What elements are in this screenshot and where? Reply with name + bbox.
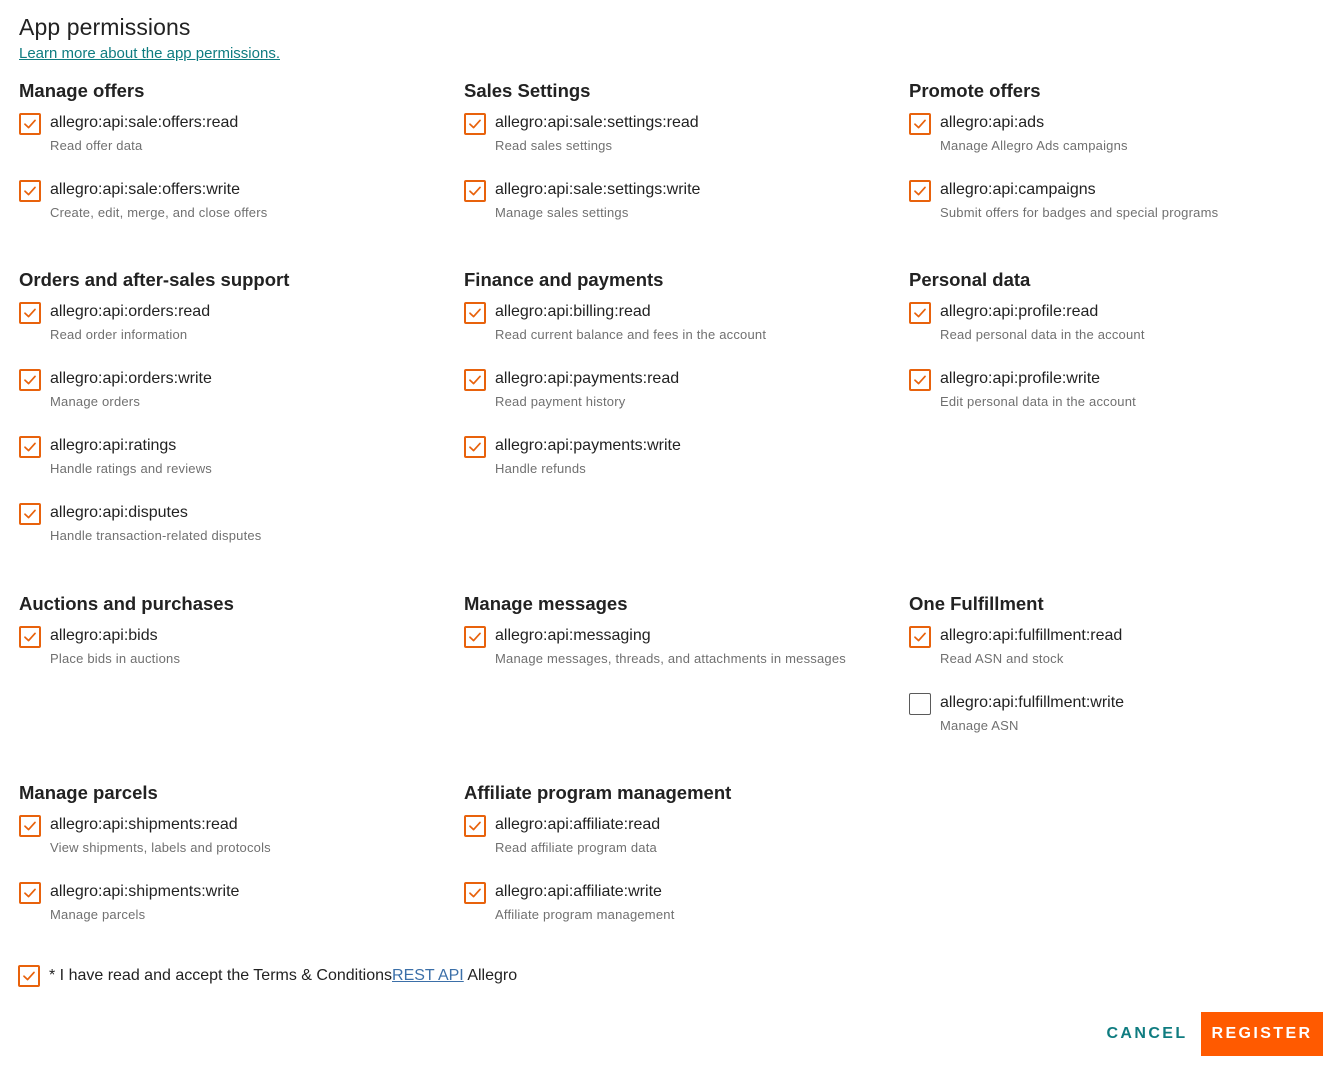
- checkmark-icon: [23, 886, 37, 900]
- permission-item: [19, 302, 449, 369]
- permission-description: Edit personal data in the account: [940, 394, 1136, 409]
- permission-checkbox[interactable]: [909, 302, 931, 324]
- permission-description: Read personal data in the account: [940, 327, 1145, 342]
- permission-name: allegro:api:affiliate:read: [495, 816, 661, 833]
- permission-item: [464, 815, 894, 882]
- permission-description: Handle transaction-related disputes: [50, 528, 262, 543]
- permission-description: View shipments, labels and protocols: [50, 840, 271, 855]
- checkmark-icon: [23, 117, 37, 131]
- permission-description: Read offer data: [50, 138, 143, 153]
- permission-item: [909, 626, 1323, 693]
- section-promote-offers: [909, 80, 1323, 247]
- permission-item: [19, 503, 449, 570]
- permission-name: allegro:api:shipments:write: [50, 883, 240, 900]
- permission-name: allegro:api:billing:read: [495, 303, 651, 320]
- permission-name: allegro:api:sale:offers:write: [50, 181, 241, 198]
- section-title: Personal data: [909, 269, 1031, 290]
- section-title: Auctions and purchases: [19, 593, 234, 614]
- checkmark-icon: [913, 184, 927, 198]
- checkmark-icon: [468, 440, 482, 454]
- permission-item: [909, 693, 1323, 760]
- permission-name: allegro:api:ads: [940, 114, 1045, 131]
- checkmark-icon: [468, 306, 482, 320]
- terms-suffix: Allegro: [463, 967, 518, 984]
- checkmark-icon: [468, 819, 482, 833]
- permission-name: allegro:api:sale:offers:read: [50, 114, 239, 131]
- checkmark-icon: [913, 630, 927, 644]
- section-title: Orders and after-sales support: [19, 269, 290, 290]
- checkmark-icon: [468, 886, 482, 900]
- permission-checkbox[interactable]: [464, 815, 486, 837]
- permission-name: allegro:api:orders:read: [50, 303, 211, 320]
- section-title: Affiliate program management: [464, 782, 732, 803]
- permission-item: [464, 180, 894, 247]
- permission-checkbox[interactable]: [909, 693, 931, 715]
- permission-description: Place bids in auctions: [50, 651, 181, 666]
- permission-description: Read sales settings: [495, 138, 613, 153]
- permission-checkbox[interactable]: [464, 113, 486, 135]
- permission-name: allegro:api:payments:write: [495, 437, 681, 454]
- learn-more-link[interactable]: Learn more about the app permissions.: [19, 45, 280, 62]
- cancel-button[interactable]: CANCEL: [1097, 1012, 1197, 1056]
- permission-description: Read payment history: [495, 394, 626, 409]
- permission-name: allegro:api:bids: [50, 627, 158, 644]
- permission-name: allegro:api:shipments:read: [50, 816, 238, 833]
- section-sales-settings: [464, 80, 894, 247]
- register-button[interactable]: REGISTER: [1201, 1012, 1323, 1056]
- permission-item: [19, 626, 449, 693]
- permission-item: [909, 180, 1323, 247]
- permission-checkbox[interactable]: [19, 815, 41, 837]
- permission-checkbox[interactable]: [464, 626, 486, 648]
- permission-name: allegro:api:sale:settings:read: [495, 114, 699, 131]
- permission-name: allegro:api:sale:settings:write: [495, 181, 701, 198]
- permission-item: [464, 369, 894, 436]
- permission-item: [19, 815, 449, 882]
- permission-description: Read ASN and stock: [940, 651, 1064, 666]
- section-title: Manage parcels: [19, 782, 158, 803]
- permission-checkbox[interactable]: [19, 882, 41, 904]
- permission-checkbox[interactable]: [19, 626, 41, 648]
- permission-name: allegro:api:messaging: [495, 627, 651, 644]
- permission-name: allegro:api:profile:read: [940, 303, 1099, 320]
- section-title: Manage offers: [19, 80, 145, 101]
- permission-checkbox[interactable]: [464, 180, 486, 202]
- permission-checkbox[interactable]: [909, 369, 931, 391]
- permission-item: [19, 882, 449, 949]
- checkmark-icon: [468, 117, 482, 131]
- checkmark-icon: [468, 184, 482, 198]
- permission-item: [909, 302, 1323, 369]
- permission-description: Handle refunds: [495, 461, 586, 476]
- permission-name: allegro:api:ratings: [50, 437, 177, 454]
- permission-description: Create, edit, merge, and close offers: [50, 205, 268, 220]
- checkmark-icon: [913, 373, 927, 387]
- permission-description: Affiliate program management: [495, 907, 675, 922]
- permission-item: [909, 113, 1323, 180]
- permission-checkbox[interactable]: [19, 503, 41, 525]
- permission-description: Manage parcels: [50, 907, 146, 922]
- permission-checkbox[interactable]: [909, 180, 931, 202]
- permission-description: Manage orders: [50, 394, 141, 409]
- checkmark-icon: [913, 117, 927, 131]
- permission-name: allegro:api:campaigns: [940, 181, 1096, 198]
- permission-name: allegro:api:fulfillment:read: [940, 627, 1123, 644]
- section-title: Finance and payments: [464, 269, 664, 290]
- section-affiliate: [464, 782, 894, 949]
- permission-item: [19, 180, 449, 247]
- permission-checkbox[interactable]: [464, 882, 486, 904]
- permission-checkbox[interactable]: [19, 369, 41, 391]
- permission-name: allegro:api:profile:write: [940, 370, 1101, 387]
- permission-description: Manage messages, threads, and attachments in messages: [495, 651, 846, 666]
- permission-name: allegro:api:disputes: [50, 504, 188, 521]
- section-manage-offers: [19, 80, 449, 247]
- checkmark-icon: [23, 184, 37, 198]
- checkmark-icon: [22, 969, 36, 983]
- section-title: Sales Settings: [464, 80, 591, 101]
- permission-description: Read order information: [50, 327, 188, 342]
- permission-checkbox[interactable]: [464, 436, 486, 458]
- permission-item: [464, 882, 894, 949]
- permission-checkbox[interactable]: [19, 180, 41, 202]
- checkmark-icon: [23, 440, 37, 454]
- section-finance: [464, 269, 894, 503]
- permission-checkbox[interactable]: [909, 626, 931, 648]
- checkmark-icon: [468, 373, 482, 387]
- section-title: Promote offers: [909, 80, 1041, 101]
- permission-name: allegro:api:orders:write: [50, 370, 212, 387]
- permission-name: allegro:api:payments:read: [495, 370, 680, 387]
- section-auctions: [19, 593, 449, 693]
- permission-checkbox[interactable]: [19, 302, 41, 324]
- permission-description: Read affiliate program data: [495, 840, 657, 855]
- checkmark-icon: [23, 306, 37, 320]
- section-messages: [464, 593, 894, 693]
- permission-item: [464, 626, 894, 693]
- permission-item: [464, 113, 894, 180]
- section-title: One Fulfillment: [909, 593, 1044, 614]
- section-orders: [19, 269, 449, 570]
- section-one-fulfillment: [909, 593, 1323, 760]
- checkmark-icon: [23, 630, 37, 644]
- rest-api-link[interactable]: REST API: [392, 967, 464, 984]
- checkmark-icon: [468, 630, 482, 644]
- permission-checkbox[interactable]: [19, 436, 41, 458]
- checkmark-icon: [913, 306, 927, 320]
- page-title: App permissions: [19, 14, 191, 40]
- permission-item: [19, 436, 449, 503]
- permission-checkbox[interactable]: [464, 302, 486, 324]
- permission-item: [19, 113, 449, 180]
- permission-description: Manage ASN: [940, 718, 1019, 733]
- permission-item: [19, 369, 449, 436]
- permission-checkbox[interactable]: [464, 369, 486, 391]
- permission-item: [464, 436, 894, 503]
- checkmark-icon: [23, 819, 37, 833]
- section-personal-data: [909, 269, 1323, 436]
- permission-item: [464, 302, 894, 369]
- checkmark-icon: [23, 507, 37, 521]
- permission-description: Submit offers for badges and special programs: [940, 205, 1219, 220]
- permission-name: allegro:api:fulfillment:write: [940, 694, 1125, 711]
- permission-description: Manage sales settings: [495, 205, 629, 220]
- checkmark-icon: [23, 373, 37, 387]
- permission-description: Manage Allegro Ads campaigns: [940, 138, 1128, 153]
- section-manage-parcels: [19, 782, 449, 949]
- permission-description: Handle ratings and reviews: [50, 461, 213, 476]
- terms-checkbox[interactable]: [18, 965, 40, 987]
- permission-checkbox[interactable]: [909, 113, 931, 135]
- terms-text: * I have read and accept the Terms & Conditions: [49, 967, 393, 984]
- permission-checkbox[interactable]: [19, 113, 41, 135]
- permission-item: [909, 369, 1323, 436]
- section-title: Manage messages: [464, 593, 628, 614]
- permission-name: allegro:api:affiliate:write: [495, 883, 662, 900]
- terms-acceptance: [18, 965, 517, 987]
- permission-description: Read current balance and fees in the account: [495, 327, 767, 342]
